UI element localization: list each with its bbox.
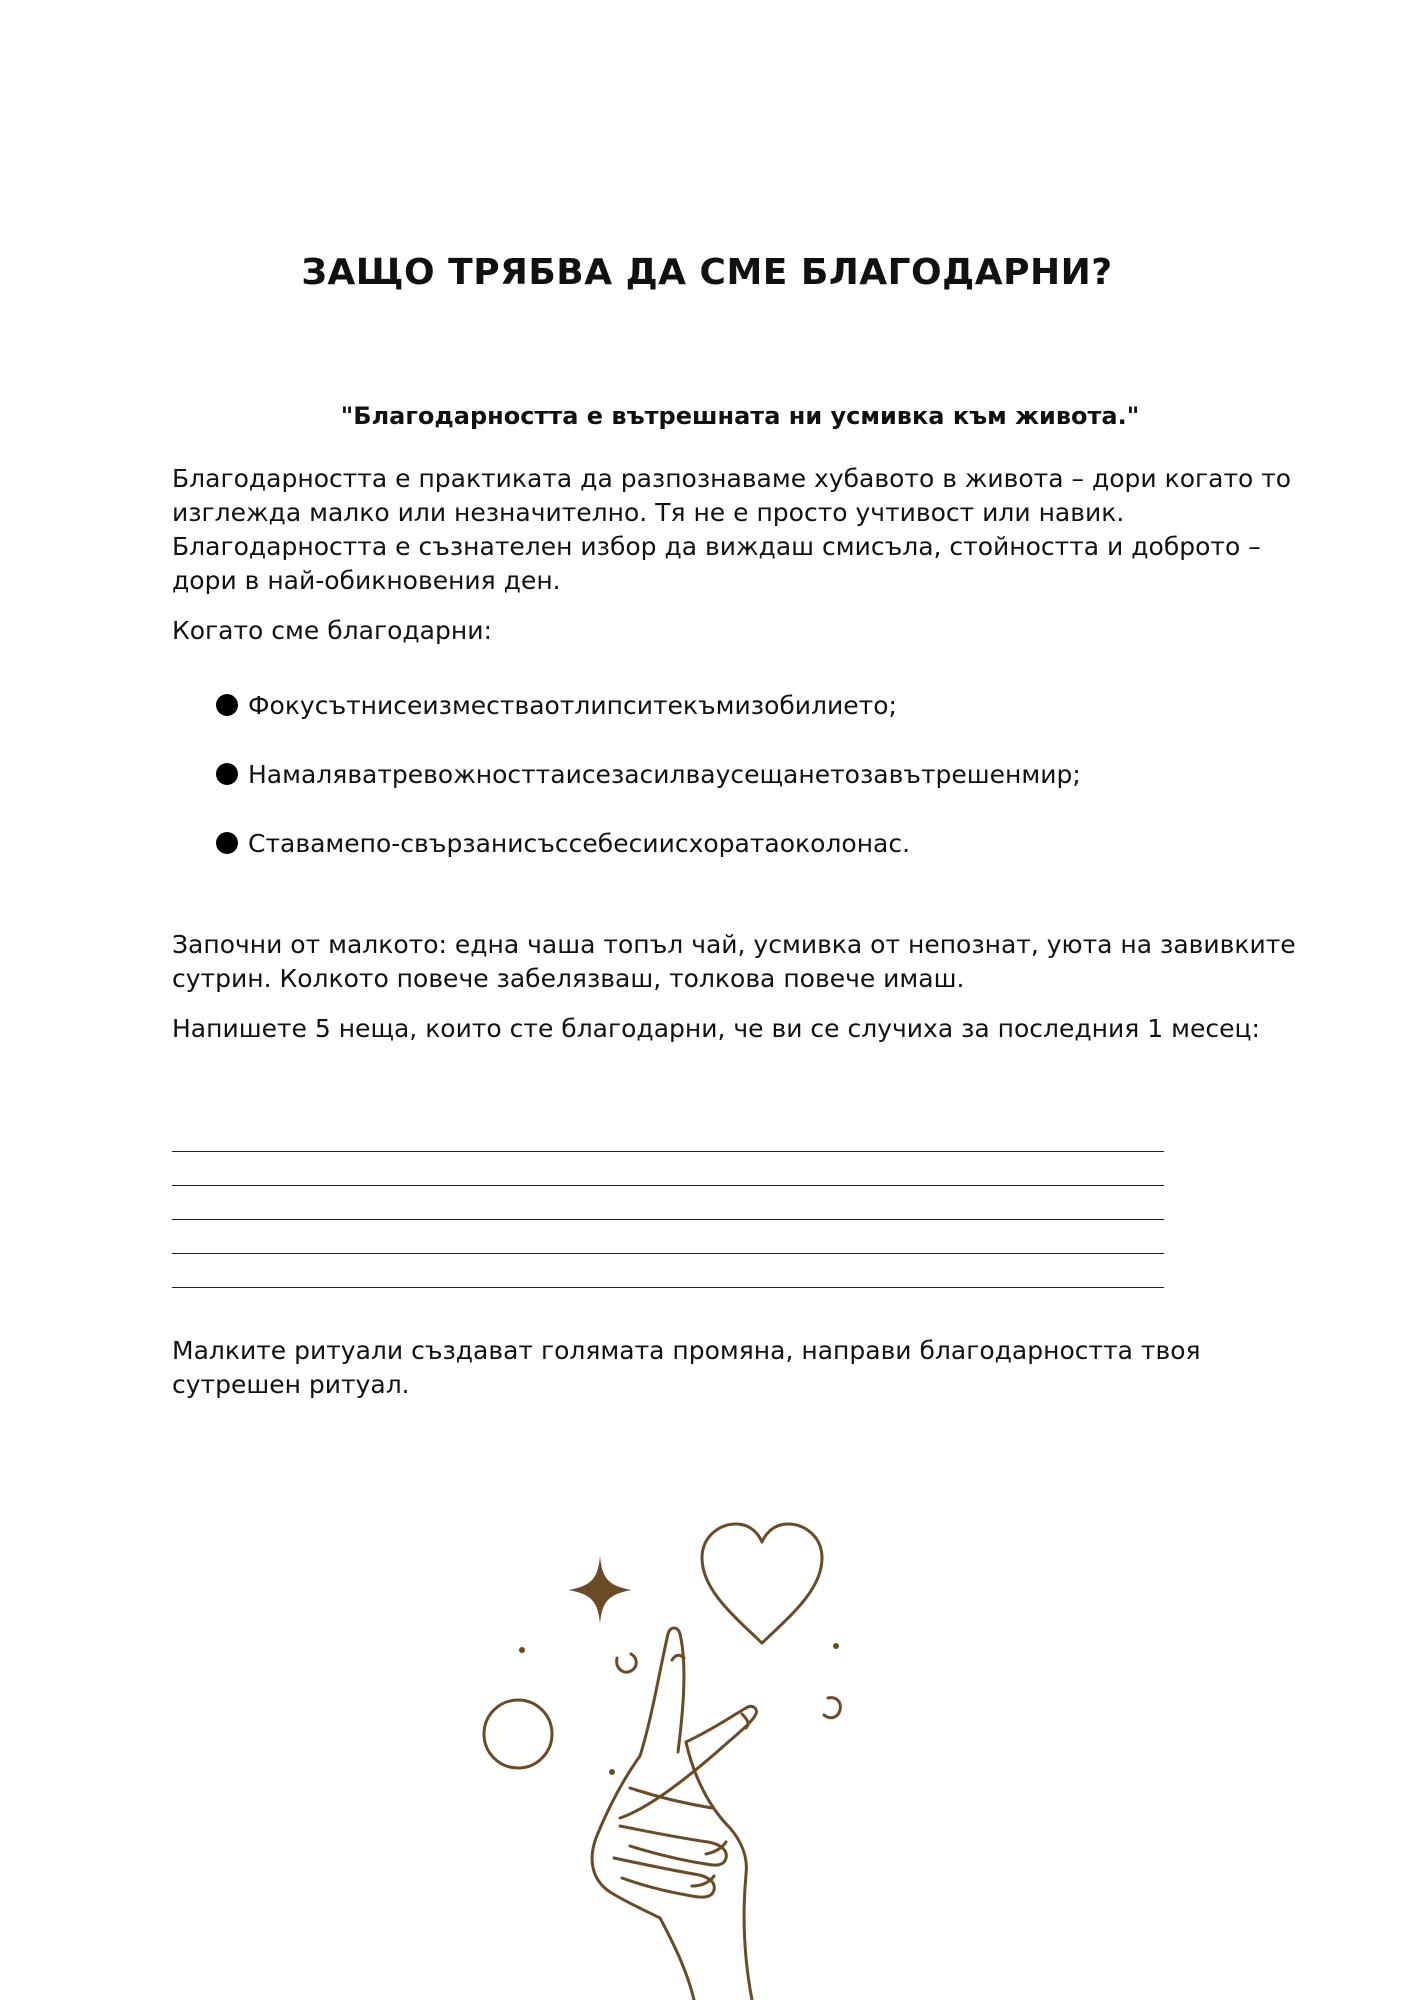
crescent-icon bbox=[824, 1698, 840, 1718]
dot-icon bbox=[519, 1647, 525, 1653]
start-small-paragraph: Започни от малкото: една чаша топъл чай, усмивка от непознат, уюта на завивките сутрин. Колкото повече забелязваш, толкова повече имаш. bbox=[172, 930, 1296, 993]
writing-prompt: Напишете 5 неща, които сте благодарни, че ви се случиха за последния 1 месец: bbox=[172, 1014, 1260, 1043]
crescent-icon bbox=[617, 1654, 637, 1672]
dot-icon bbox=[609, 1769, 615, 1775]
list-item bbox=[216, 826, 1081, 860]
benefits-list bbox=[216, 688, 1081, 895]
closing-paragraph: Малките ритуали създават голямата промяна, направи благодарността твоя сутрешен ритуал. bbox=[172, 1336, 1201, 1399]
sparkle-icon bbox=[568, 1556, 632, 1624]
bullet-dot-icon bbox=[216, 832, 238, 854]
writing-line-2[interactable] bbox=[172, 1152, 1164, 1186]
list-item-text: Фокусътнисеизместваотлипситекъмизобилието; bbox=[248, 690, 897, 720]
hand-icon bbox=[640, 1628, 684, 1756]
writing-line-4[interactable] bbox=[172, 1220, 1164, 1254]
list-item bbox=[216, 688, 1081, 722]
list-item bbox=[216, 757, 1081, 791]
intro-paragraph: Благодарността е практиката да разпознаваме хубавото в живота – дори когато то изглежда малко или незначително. Тя не е просто учтивост или навик. Благодарността е съзнателен избор да виждаш смисъла, стойността и доброто – дори в най-обикновения ден. bbox=[172, 464, 1292, 595]
circle-icon bbox=[484, 1700, 552, 1768]
gratitude-quote: "Благодарността е вътрешната ни усмивка към живота." bbox=[340, 402, 1140, 430]
list-item-text: Намаляватревожносттаисезасилваусещанетозавътрешенмир; bbox=[248, 759, 1081, 789]
bullet-dot-icon bbox=[216, 763, 238, 785]
when-grateful-label: Когато сме благодарни: bbox=[172, 616, 492, 645]
page-title: ЗАЩО ТРЯБВА ДА СМЕ БЛАГОДАРНИ? bbox=[301, 252, 1113, 293]
writing-lines bbox=[172, 1118, 1164, 1288]
dot-icon bbox=[833, 1643, 839, 1649]
list-item-text: Ставамепо-свързанисъссебесиисхоратаоколонас. bbox=[248, 828, 911, 858]
writing-line-1[interactable] bbox=[172, 1118, 1164, 1152]
writing-line-5[interactable] bbox=[172, 1254, 1164, 1288]
writing-line-3[interactable] bbox=[172, 1186, 1164, 1220]
bullet-dot-icon bbox=[216, 694, 238, 716]
hand-heart-illustration bbox=[480, 1508, 880, 2000]
heart-icon bbox=[702, 1524, 822, 1643]
